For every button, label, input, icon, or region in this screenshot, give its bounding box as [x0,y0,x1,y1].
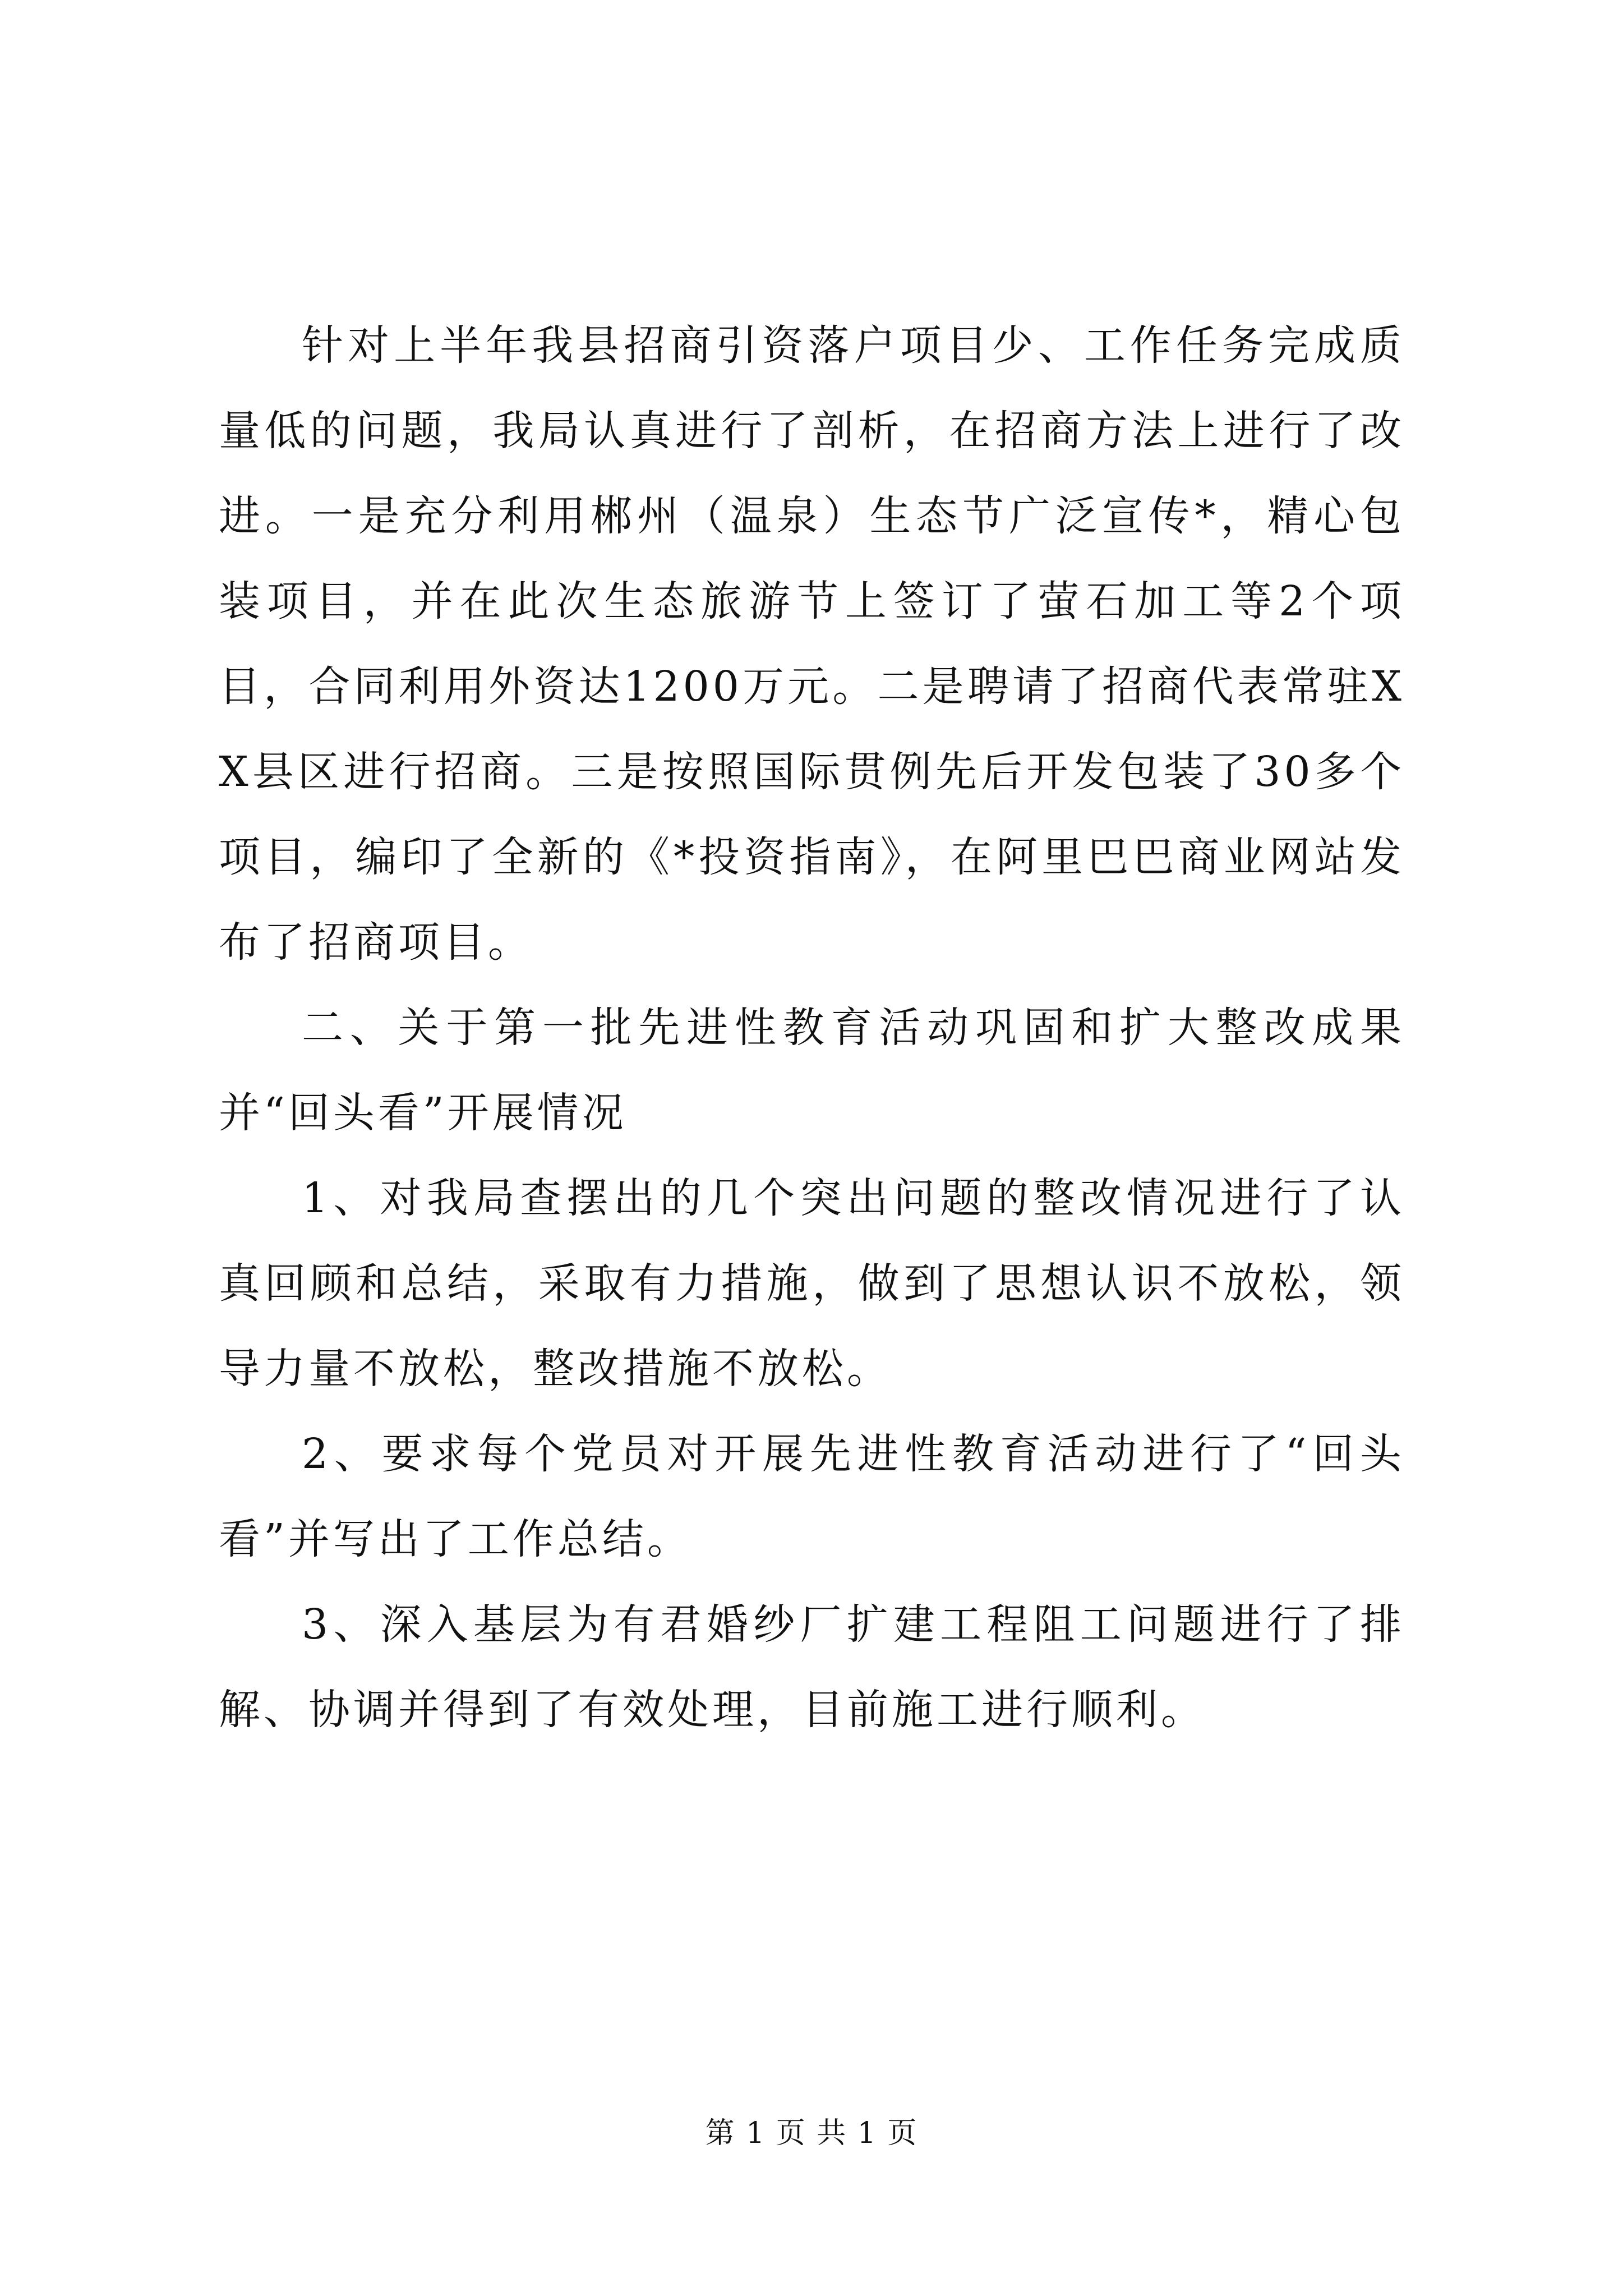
document-body [219,303,1405,1752]
page-footer: 第 1 页 共 1 页 [705,2116,918,2150]
paragraph-investment: 针对上半年我县招商引资落户项目少、工作任务完成质量低的问题，我局认真进行了剖析，在招商方法上进行了改进。一是充分利用郴州（温泉）生态节广泛宣传*，精心包装项目，并在此次生态旅游节上签订了萤石加工等2个项目，合同利用外资达1200万元。二是聘请了招商代表常驻XX县区进行招商。三是按照国际贯例先后开发包装了30多个项目，编印了全新的《*投资指南》，在阿里巴巴商业网站发布了招商项目。 [219,321,1405,967]
paragraph-item-1: 1、对我局查摆出的几个突出问题的整改情况进行了认真回顾和总结，采取有力措施，做到了思想认识不放松，领导力量不放松，整改措施不放松。 [219,1174,1405,1393]
paragraph-item-3: 3、深入基层为有君婚纱厂扩建工程阻工问题进行了排解、协调并得到了有效处理，目前施工进行顺利。 [219,1600,1405,1734]
paragraph-section-heading: 二、关于第一批先进性教育活动巩固和扩大整改成果并“回头看”开展情况 [219,1004,1405,1137]
paragraph-item-2: 2、要求每个党员对开展先进性教育活动进行了“回头看”并写出了工作总结。 [219,1430,1405,1563]
